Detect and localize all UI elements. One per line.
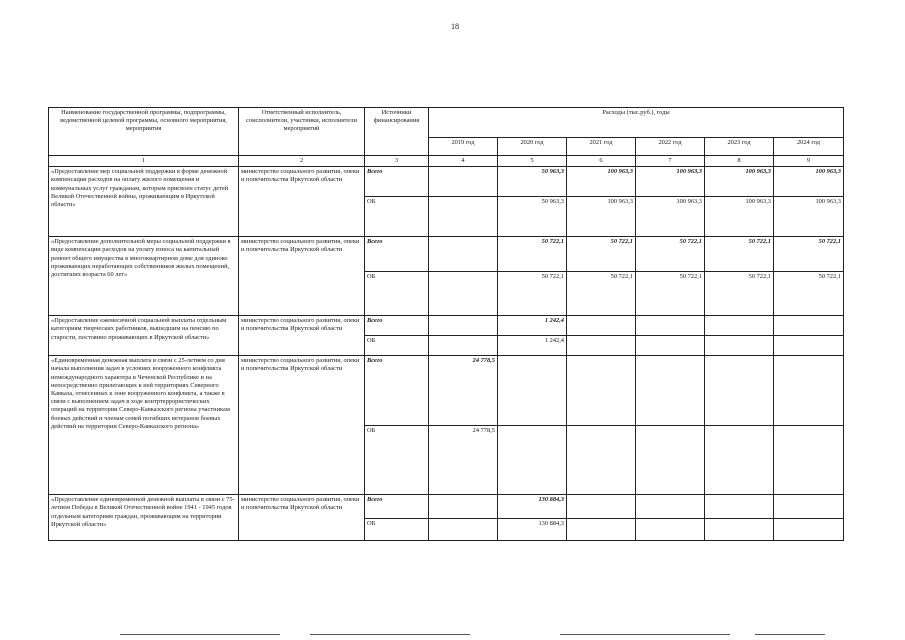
header-expenses: Расходы (тыс.руб.), годы: [429, 108, 844, 138]
header-year: 2024 год: [774, 138, 844, 156]
header-executor: Ответственный исполнитель, соисполнители, участники, исполнители мероприятий: [239, 108, 365, 156]
ob-amount-cell: 130 884,3: [498, 519, 567, 541]
header-year: 2022 год: [636, 138, 705, 156]
ob-amount-cell: 50 963,3: [498, 197, 567, 237]
ob-amount-cell: 100 963,3: [705, 197, 774, 237]
source-total-label: Всего: [365, 356, 429, 426]
ob-amount-cell: [705, 519, 774, 541]
source-ob-label: ОБ: [365, 519, 429, 541]
header-year: 2021 год: [567, 138, 636, 156]
source-ob-label: ОБ: [365, 336, 429, 356]
total-amount-cell: [774, 356, 844, 426]
total-amount-cell: 50 722,1: [705, 237, 774, 272]
total-amount-cell: [705, 495, 774, 519]
column-number: 2: [239, 156, 365, 167]
ob-amount-cell: 50 722,1: [774, 272, 844, 316]
ob-amount-cell: [567, 426, 636, 495]
column-number: 6: [567, 156, 636, 167]
total-amount-cell: [705, 356, 774, 426]
ob-amount-cell: [636, 519, 705, 541]
total-amount-cell: 100 963,3: [567, 167, 636, 197]
ob-amount-cell: 100 963,3: [636, 197, 705, 237]
header-source: Источники финансирования: [365, 108, 429, 156]
program-executor: министерство социального развития, опеки и попечительства Иркутской области: [239, 495, 365, 541]
ob-amount-cell: 24 778,5: [429, 426, 498, 495]
program-name: «Предоставление мер социальной поддержки в форме денежной компенсации расходов на оплату жилого помещения и коммунальных услуг гражданам, которым присвоен статус детей Великой Отечественной войны, проживающим в Иркутской области»: [49, 167, 239, 237]
ob-amount-cell: 100 963,3: [774, 197, 844, 237]
column-number: 5: [498, 156, 567, 167]
header-year: 2019 год: [429, 138, 498, 156]
total-amount-cell: [429, 237, 498, 272]
source-ob-label: ОБ: [365, 426, 429, 495]
column-number: 3: [365, 156, 429, 167]
program-name: «Единовременная денежная выплата в связи с 25-летием со дня начала выполнения задач в условиях вооруженного конфликта немеждународного характера в Чеченской Республике и на непосредственно прилегающих к ней территориях Северного Кавказа, отнесенных к зоне вооруженного конфликта, а также в связи с выполнением задач в ходе контртеррористических операций на территории Северо-Кавказского региона участникам боевых действий и членам семей погибших ветеранов боевых действий на территории Северо-Кавказского региона»: [49, 356, 239, 495]
total-amount-cell: [774, 495, 844, 519]
source-total-label: Всего: [365, 237, 429, 272]
ob-amount-cell: [774, 519, 844, 541]
source-total-label: Всего: [365, 316, 429, 336]
total-amount-cell: 50 722,1: [567, 237, 636, 272]
total-amount-cell: 1 242,4: [498, 316, 567, 336]
total-amount-cell: 50 722,1: [498, 237, 567, 272]
budget-table: [48, 107, 844, 541]
program-executor: министерство социального развития, опеки и попечительства Иркутской области: [239, 356, 365, 495]
total-amount-cell: 50 963,3: [498, 167, 567, 197]
column-number: 4: [429, 156, 498, 167]
ob-amount-cell: [774, 336, 844, 356]
column-number: 9: [774, 156, 844, 167]
ob-amount-cell: [429, 197, 498, 237]
total-amount-cell: [498, 356, 567, 426]
program-executor: министерство социального развития, опеки и попечительства Иркутской области: [239, 237, 365, 316]
page-number: 18: [451, 22, 459, 31]
program-row: [49, 316, 844, 336]
ob-amount-cell: 50 722,1: [636, 272, 705, 316]
ob-amount-cell: [774, 426, 844, 495]
total-amount-cell: 24 778,5: [429, 356, 498, 426]
total-amount-cell: 130 884,3: [498, 495, 567, 519]
ob-amount-cell: 1 242,4: [498, 336, 567, 356]
total-amount-cell: 50 722,1: [774, 237, 844, 272]
total-amount-cell: [567, 356, 636, 426]
total-amount-cell: [774, 316, 844, 336]
program-name: «Предоставление дополнительной меры социальной поддержки в виде компенсации расходов на уплату взноса на капитальный ремонт общего имущества в многоквартирном доме для одиноко проживающих неработающих собственников жилых помещений, достигших возраста 60 лет»: [49, 237, 239, 316]
program-row: [49, 237, 844, 272]
total-amount-cell: [636, 356, 705, 426]
header-name: Наименование государственной программы, подпрограммы, ведомственной целевой программы, основного мероприятия, мероприятия: [49, 108, 239, 156]
total-amount-cell: [429, 167, 498, 197]
ob-amount-cell: 50 722,1: [705, 272, 774, 316]
ob-amount-cell: [498, 426, 567, 495]
ob-amount-cell: [429, 336, 498, 356]
ob-amount-cell: [429, 519, 498, 541]
ob-amount-cell: [567, 519, 636, 541]
ob-amount-cell: [636, 426, 705, 495]
ob-amount-cell: 50 722,1: [498, 272, 567, 316]
total-amount-cell: [636, 495, 705, 519]
scan-edge-line: [310, 634, 470, 635]
scan-edge-line: [755, 634, 825, 635]
ob-amount-cell: 100 963,3: [567, 197, 636, 237]
total-amount-cell: [429, 316, 498, 336]
total-amount-cell: 50 722,1: [636, 237, 705, 272]
total-amount-cell: [705, 316, 774, 336]
source-ob-label: ОБ: [365, 272, 429, 316]
program-row: [49, 167, 844, 197]
program-row: [49, 356, 844, 426]
header-year: 2020 год: [498, 138, 567, 156]
ob-amount-cell: 50 722,1: [567, 272, 636, 316]
program-executor: министерство социального развития, опеки и попечительства Иркутской области: [239, 167, 365, 237]
total-amount-cell: [567, 495, 636, 519]
column-number: 8: [705, 156, 774, 167]
header-year: 2023 год: [705, 138, 774, 156]
total-amount-cell: [429, 495, 498, 519]
program-executor: министерство социального развития, опеки и попечительства Иркутской области: [239, 316, 365, 356]
total-amount-cell: [636, 316, 705, 336]
program-name: «Предоставление единовременной денежной выплаты в связи с 75-летием Победы в Великой Отечественной войне 1941 - 1945 годов отдельным категориям граждан, проживающим на территории Иркутской области»: [49, 495, 239, 541]
source-total-label: Всего: [365, 495, 429, 519]
ob-amount-cell: [705, 336, 774, 356]
total-amount-cell: 100 963,3: [705, 167, 774, 197]
total-amount-cell: 100 963,3: [636, 167, 705, 197]
column-number: 1: [49, 156, 239, 167]
ob-amount-cell: [705, 426, 774, 495]
source-total-label: Всего: [365, 167, 429, 197]
scan-edge-line: [120, 634, 280, 635]
ob-amount-cell: [567, 336, 636, 356]
program-name: «Предоставление ежемесячной социальной выплаты отдельным категориям творческих работников, вышедшим на пенсию по старости, постоянно проживающих в Иркутской области»: [49, 316, 239, 356]
total-amount-cell: [567, 316, 636, 336]
total-amount-cell: 100 963,3: [774, 167, 844, 197]
source-ob-label: ОБ: [365, 197, 429, 237]
ob-amount-cell: [429, 272, 498, 316]
scan-edge-line: [560, 634, 730, 635]
program-row: [49, 495, 844, 519]
ob-amount-cell: [636, 336, 705, 356]
column-number: 7: [636, 156, 705, 167]
